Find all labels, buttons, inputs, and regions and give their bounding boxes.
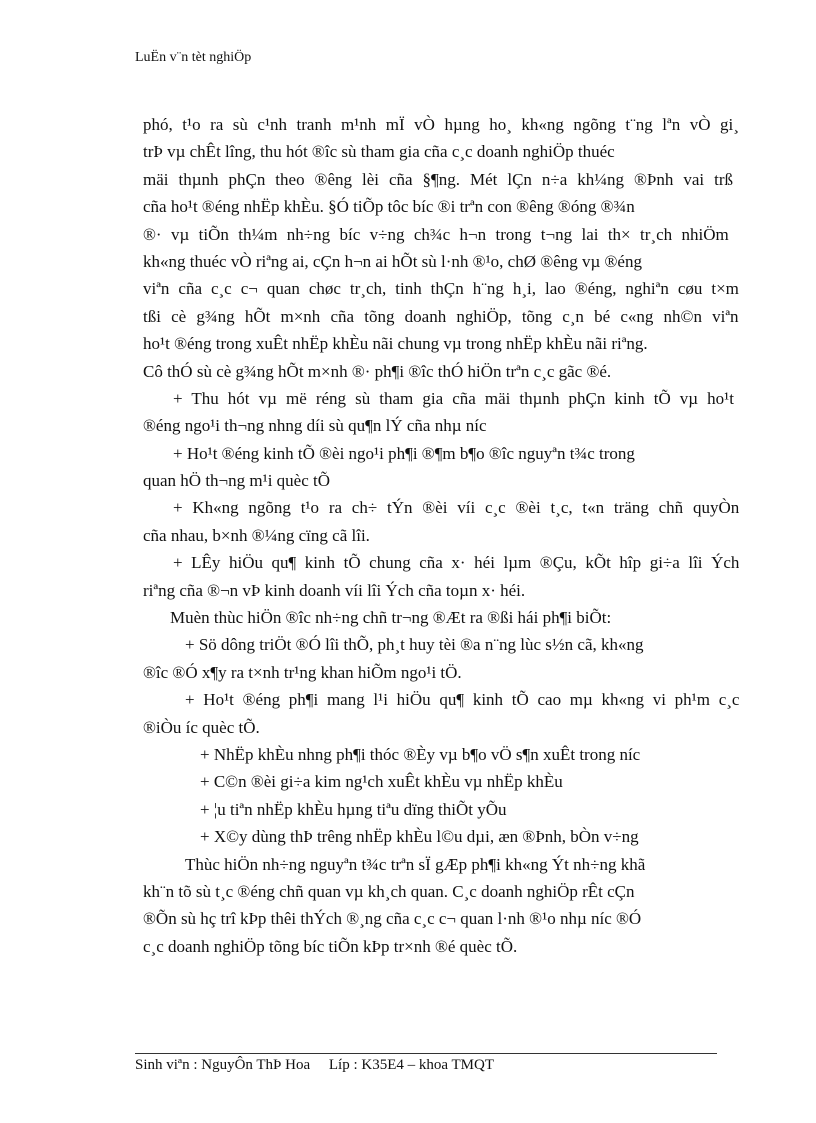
- text-line: phó, t¹o ra sù c¹nh tranh m¹nh mÏ vÒ hµng ho¸ kh«ng ngõng t¨ng lªn vÒ gi¸: [143, 115, 739, 134]
- page-header: LuËn v¨n tèt nghiÖp: [135, 50, 252, 65]
- text-line: + Sö dông triÖt ®Ó lîi thÕ, ph¸t huy tèi ®a n¨ng lùc s½n cã, kh«ng: [185, 635, 644, 655]
- text-line: kh¨n tõ sù t¸c ®éng chñ quan vµ kh¸ch quan. C¸c doanh nghiÖp rÊt cÇn: [143, 881, 635, 901]
- text-line: + NhËp khÈu nhng ph¶i thóc ®Èy vµ b¶o vÖ s¶n xuÊt trong níc: [200, 744, 641, 764]
- text-line: Thùc hiÖn nh÷ng nguyªn t¾c trªn sÏ gÆp ph¶i kh«ng Ýt nh÷ng khã: [185, 854, 646, 874]
- text-line: + Kh«ng ngõng t¹o ra ch÷ tÝn ®èi víi c¸c ®èi t¸c, t«n träng chñ quyÒn: [173, 498, 739, 518]
- text-line: ®îc ®Ó x¶y ra t×nh tr¹ng khan hiÕm ngo¹i tÖ.: [143, 662, 462, 682]
- text-line: + Thu hót vµ më réng sù tham gia cña mäi thµnh phÇn kinh tÕ vµ ho¹t: [173, 388, 734, 408]
- text-line: ®iÒu íc quèc tÕ.: [143, 717, 260, 737]
- text-line: quan hÖ th¬ng m¹i quèc tÕ: [143, 471, 331, 491]
- text-line: + Ho¹t ®éng kinh tÕ ®èi ngo¹i ph¶i ®¶m b¶o ®îc nguyªn t¾c trong: [173, 443, 635, 463]
- text-line: cña ho¹t ®éng nhËp khÈu. §Ó tiÕp tôc bíc ®i trªn con ®êng ®óng ®¾n: [143, 197, 635, 217]
- text-line: trÞ vµ chÊt lîng, thu hót ®îc sù tham gia cña c¸c doanh nghiÖp thuéc: [143, 142, 615, 162]
- text-line: + ¦u tiªn nhËp khÈu hµng tiªu dïng thiÕt yÕu: [200, 799, 507, 819]
- text-line: ®· vµ tiÕn th¼m nh÷ng bíc v÷ng ch¾c h¬n trong t¬ng lai th× tr¸ch nhiÖm: [143, 224, 729, 244]
- text-line: + C©n ®èi gi÷a kim ng¹ch xuÊt khÈu vµ nhËp khÈu: [200, 772, 563, 792]
- text-line: ho¹t ®éng trong xuÊt nhËp khÈu nãi chung vµ trong nhËp khÈu nãi riªng.: [143, 334, 648, 354]
- text-line: Cô thÓ sù cè g¾ng hÕt m×nh ®· ph¶i ®îc thÓ hiÖn trªn c¸c gãc ®é.: [143, 361, 612, 381]
- text-line: mäi thµnh phÇn theo ®êng lèi cña §¶ng. Mét lÇn n÷a kh¼ng ®Þnh vai trß: [143, 169, 733, 189]
- text-line: + LÊy hiÖu qu¶ kinh tÕ chung cña x· héi lµm ®Çu, kÕt hîp gi÷a lîi Ých: [173, 553, 739, 573]
- text-line: kh«ng thuéc vÒ riªng ai, cÇn h¬n ai hÕt sù l·nh ®¹o, chØ ®êng vµ ®éng: [143, 251, 642, 271]
- page-footer: Sinh viªn : NguyÔn ThÞ Hoa Líp : K35E4 – khoa TMQT: [135, 1057, 494, 1073]
- text-line: + X©y dùng thÞ trêng nhËp khÈu l©u dµi, æn ®Þnh, bÒn v÷ng: [200, 827, 639, 847]
- text-line: c¸c doanh nghiÖp tõng bíc tiÕn kÞp tr×nh ®é quèc tÕ.: [143, 936, 518, 956]
- footer-rule: [135, 1053, 717, 1054]
- text-line: ®Õn sù hç trî kÞp thêi thÝch ®¸ng cña c¸c c¬ quan l·nh ®¹o nhµ níc ®Ó: [143, 909, 642, 929]
- text-line: viªn cña c¸c c¬ quan chøc tr¸ch, tinh thÇn h¨ng h¸i, lao ®éng, nghiªn cøu t×m: [143, 279, 739, 299]
- document-body: [143, 111, 739, 960]
- text-line: tßi cè g¾ng hÕt m×nh cña tõng doanh nghiÖp, tõng c¸n bé c«ng nh©n viªn: [143, 306, 739, 326]
- text-line: ®éng ngo¹i th¬ng nhng díi sù qu¶n lÝ cña nhµ níc: [143, 416, 487, 436]
- text-line: cña nhau, b×nh ®¼ng cïng cã lîi.: [143, 525, 370, 545]
- text-line: riªng cña ®¬n vÞ kinh doanh víi lîi Ých cña toµn x· héi.: [143, 580, 526, 600]
- text-line: Muèn thùc hiÖn ®îc nh÷ng chñ tr¬ng ®Æt ra ®ßi hái ph¶i biÕt:: [170, 608, 612, 628]
- text-line: + Ho¹t ®éng ph¶i mang l¹i hiÖu qu¶ kinh tÕ cao mµ kh«ng vi ph¹m c¸c: [185, 690, 739, 710]
